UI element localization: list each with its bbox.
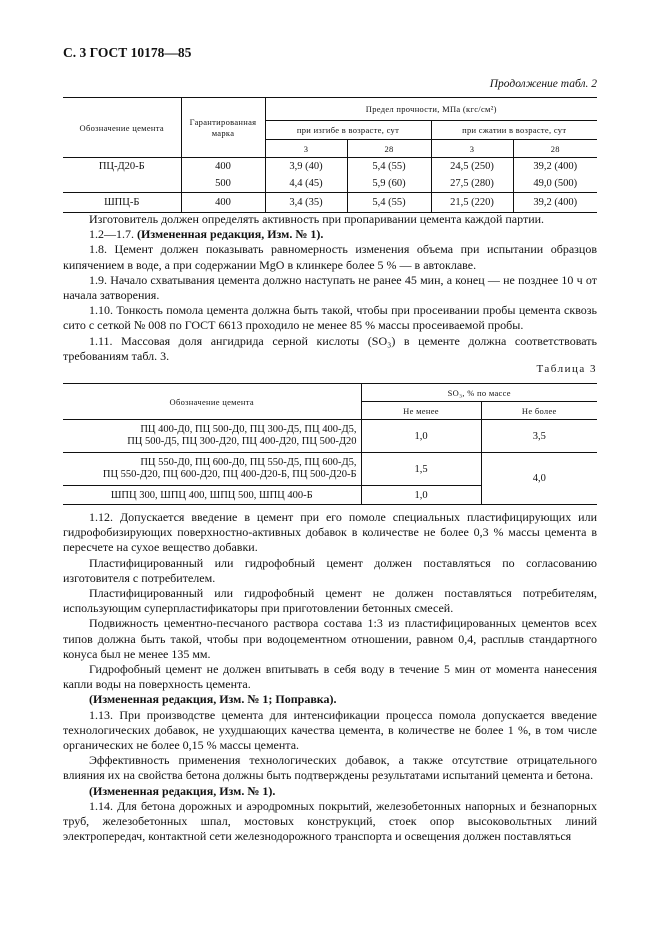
cell-bend-28: 5,4 (55): [347, 193, 431, 213]
paragraph: Изготовитель должен определять активность при пропаривании цемента каждой партии.: [89, 212, 545, 226]
paragraph: Пластифицированный или гидрофобный цемент не должен поставляться потребителям, использующим суперпластификаторы при приготовлении бетонных смесей.: [63, 586, 597, 616]
cell-compress-28: 39,2 (400): [513, 158, 597, 176]
amendment-note: (Измененная редакция, Изм. № 1).: [137, 227, 324, 242]
col-header-bend: при изгибе в возрасте, сут: [265, 121, 431, 140]
cell-min: 1,5: [361, 453, 481, 486]
cell-type: ПЦ-Д20-Б: [98, 161, 145, 172]
cell-compress-3: 24,5 (250): [431, 158, 513, 176]
page-header: С. 3 ГОСТ 10178—85: [63, 45, 192, 60]
cell-bend-3: 3,9 (40): [265, 158, 347, 176]
col-header-compress: при сжатии в возрасте, сут: [431, 121, 597, 140]
paragraph: 1.13. При производстве цемента для интенсификации процесса помола допускается введение технологических добавок, не ухудшающих качества цемента, в количестве не более 1 %, в том числе органических не более 0,15 % массы цемента.: [63, 707, 597, 753]
cell-bend-3: 3,4 (35): [265, 193, 347, 213]
table-row: [63, 175, 597, 193]
cell-min: 1,0: [361, 420, 481, 453]
cell-compress-28: 49,0 (500): [513, 175, 597, 193]
amendment-note-text: (Измененная редакция, Изм. № 1).: [89, 783, 276, 798]
paragraph: Пластифицированный или гидрофобный цемент должен поставляться по согласованию изготовителя с потребителем.: [63, 555, 597, 585]
cell-compress-3: 21,5 (220): [431, 193, 513, 213]
col-header-min: Не менее: [361, 402, 481, 420]
paragraph: 1.11. Массовая доля ангидрида серной кислоты (SO₃) в цементе должна соответствовать требованиям табл. 3.: [63, 333, 597, 363]
cell-grade: 500: [181, 175, 265, 193]
paragraph: 1.12. Допускается введение в цемент при его помоле специальных пластифицирующих или гидрофобизирующих поверхностно-активных добавок в количестве не более 0,3 % массы цемента в пересчете на сухое вещество добавки.: [63, 510, 597, 555]
body-text-section-1: [63, 212, 597, 364]
paragraph: 1.8. Цемент должен показывать равномерность изменения объема при испытании образцов кипячением в воде, а при содержании MgO в клинкере более 5 % — в автоклаве.: [63, 242, 597, 272]
paragraph: 1.9. Начало схватывания цемента должно наступать не ранее 45 мин, а конец — не позднее 10 ч от начала затворения.: [63, 272, 597, 303]
col-header-grade: Гарантированная марка: [181, 98, 265, 158]
table-row: [63, 193, 597, 213]
col-header-so3: SO₃, % по массе: [361, 384, 597, 402]
amendment-note: [63, 784, 597, 799]
col-header-day: 3: [265, 140, 347, 158]
amendment-note-text: (Измененная редакция, Изм. № 1; Поправка).: [89, 692, 337, 707]
table-row: [63, 420, 597, 453]
body-text-section-2: [63, 510, 597, 844]
table-row: [63, 453, 597, 486]
table-3: [63, 383, 597, 505]
table-2-continued: [63, 97, 597, 213]
cell-types: ПЦ 550-Д0, ПЦ 600-Д0, ПЦ 550-Д5, ПЦ 600-Д5, ПЦ 550-Д20, ПЦ 600-Д20, ПЦ 400-Д20-Б, ПЦ 500-Д20-Б: [102, 456, 357, 480]
cell-max: 4,0: [481, 453, 597, 505]
cell-bend-28: 5,4 (55): [347, 158, 431, 176]
paragraph: Эффективность применения технологических добавок, а также отсутствие отрицательного влияния их на свойства бетона должны быть подтверждены результатами испытаний цемента и бетона.: [63, 753, 597, 783]
cell-compress-28: 39,2 (400): [513, 193, 597, 213]
cell-type: ШПЦ-Б: [104, 197, 140, 208]
table-continuation-label: Продолжение табл. 2: [489, 78, 597, 90]
table-3-caption: Таблица 3: [536, 363, 597, 375]
paragraph-amendment: [63, 227, 597, 242]
clause-number: 1.2—1.7.: [89, 227, 134, 242]
paragraph: 1.14. Для бетона дорожных и аэродромных покрытий, железобетонных напорных и безнапорных труб, железобетонных шпал, мостовых конструкций, стоек опор высоковольтных линий электропередач, контактной сети железнодорожного транспорта и освещения должен поставляться: [63, 798, 597, 844]
col-header-max: Не более: [481, 402, 597, 420]
col-header-strength: Предел прочности, МПа (кгс/см²): [265, 98, 597, 121]
col-header-day: 28: [513, 140, 597, 158]
cell-types: ШПЦ 300, ШПЦ 400, ШПЦ 500, ШПЦ 400-Б: [110, 489, 313, 501]
cell-types: ПЦ 400-Д0, ПЦ 500-Д0, ПЦ 300-Д5, ПЦ 400-Д5, ПЦ 500-Д5, ПЦ 300-Д20, ПЦ 400-Д20, ПЦ 500-Д20: [127, 423, 357, 447]
cell-compress-3: 27,5 (280): [431, 175, 513, 193]
col-header-day: 28: [347, 140, 431, 158]
amendment-note: [63, 692, 597, 707]
cell-grade: 400: [181, 193, 265, 213]
paragraph: Подвижность цементно-песчаного раствора состава 1:3 из пластифицированных цементов всех типов должна быть такой, чтобы при водоцементном отношении, равном 0,4, расплыв стандартного конуса был не менее 135 мм.: [63, 616, 597, 661]
cell-min: 1,0: [361, 486, 481, 505]
col-header-cement-type: Обозначение цемента: [63, 98, 181, 158]
col-header-cement-type: Обозначение цемента: [63, 384, 361, 420]
paragraph: Гидрофобный цемент не должен впитывать в себя воду в течение 5 мин от момента нанесения капли воды на поверхность цемента.: [63, 662, 597, 692]
paragraph: 1.10. Тонкость помола цемента должна быть такой, чтобы при просеивании пробы цемента сквозь сито с сеткой № 008 по ГОСТ 6613 проходило не менее 85 % массы просеиваемой пробы.: [63, 303, 597, 333]
table-row: [63, 158, 597, 176]
cell-type: [63, 175, 181, 193]
cell-bend-28: 5,9 (60): [347, 175, 431, 193]
cell-bend-3: 4,4 (45): [265, 175, 347, 193]
cell-grade: 400: [181, 158, 265, 176]
col-header-day: 3: [431, 140, 513, 158]
cell-max: 3,5: [481, 420, 597, 453]
